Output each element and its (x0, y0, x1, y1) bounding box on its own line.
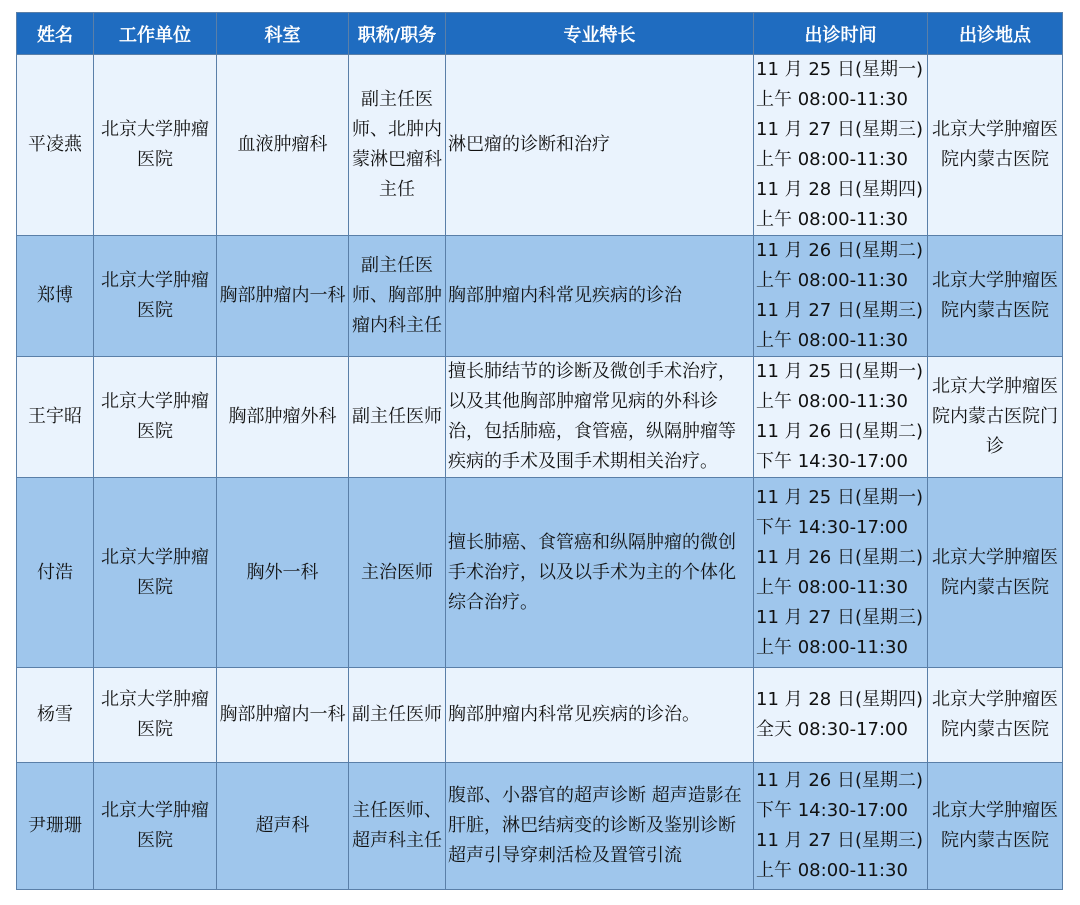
time-line: 上午 08:00-11:30 (756, 576, 908, 598)
clinic-time (754, 763, 928, 890)
clinic-place: 北京大学肿瘤医院内蒙古医院门诊 (928, 357, 1063, 478)
time-line: 上午 08:00-11:30 (756, 330, 908, 351)
department: 胸部肿瘤内一科 (217, 236, 349, 357)
doctor-name: 平凌燕 (17, 55, 94, 236)
clinic-place: 北京大学肿瘤医院内蒙古医院 (928, 236, 1063, 357)
time-line: 11 月 26 日(星期二) (756, 546, 924, 568)
header-specialty: 专业特长 (446, 13, 754, 55)
table-row (17, 236, 1063, 357)
department: 胸外一科 (217, 478, 349, 668)
time-line: 上午 08:00-11:30 (756, 89, 908, 110)
time-line: 11 月 25 日(星期一) (756, 59, 924, 80)
time-line: 11 月 28 日(星期四) (756, 689, 924, 710)
job-title: 主任医师、超声科主任 (349, 763, 446, 890)
clinic-time (754, 357, 928, 478)
time-line: 上午 08:00-11:30 (756, 636, 908, 658)
clinic-time (754, 55, 928, 236)
time-line: 11 月 27 日(星期三) (756, 606, 924, 628)
department: 胸部肿瘤内一科 (217, 668, 349, 763)
table-row (17, 478, 1063, 668)
header-title: 职称/职务 (349, 13, 446, 55)
doctor-name: 尹珊珊 (17, 763, 94, 890)
clinic-schedule-table (16, 12, 1063, 890)
clinic-place: 北京大学肿瘤医院内蒙古医院 (928, 55, 1063, 236)
time-line: 上午 08:00-11:30 (756, 149, 908, 170)
time-line: 11 月 25 日(星期一) (756, 361, 924, 382)
time-line: 上午 08:00-11:30 (756, 391, 908, 412)
clinic-place: 北京大学肿瘤医院内蒙古医院 (928, 668, 1063, 763)
clinic-place: 北京大学肿瘤医院内蒙古医院 (928, 763, 1063, 890)
header-unit: 工作单位 (94, 13, 217, 55)
time-line: 下午 14:30-17:00 (756, 800, 908, 821)
work-unit: 北京大学肿瘤医院 (94, 763, 217, 890)
job-title: 副主任医师、胸部肿瘤内科主任 (349, 236, 446, 357)
work-unit: 北京大学肿瘤医院 (94, 478, 217, 668)
table-row (17, 763, 1063, 890)
specialty: 腹部、小器官的超声诊断 超声造影在肝脏，淋巴结病变的诊断及鉴别诊断 超声引导穿刺活检及置管引流 (446, 763, 754, 890)
doctor-name: 杨雪 (17, 668, 94, 763)
specialty: 淋巴瘤的诊断和治疗 (446, 55, 754, 236)
clinic-place: 北京大学肿瘤医院内蒙古医院 (928, 478, 1063, 668)
time-line: 11 月 26 日(星期二) (756, 770, 924, 791)
table-row (17, 668, 1063, 763)
clinic-time (754, 236, 928, 357)
time-line: 11 月 26 日(星期二) (756, 240, 924, 261)
work-unit: 北京大学肿瘤医院 (94, 357, 217, 478)
header-place: 出诊地点 (928, 13, 1063, 55)
time-line: 下午 14:30-17:00 (756, 516, 908, 538)
time-line: 11 月 25 日(星期一) (756, 486, 924, 508)
specialty: 胸部肿瘤内科常见疾病的诊治 (446, 236, 754, 357)
time-line: 11 月 28 日(星期四) (756, 179, 924, 200)
work-unit: 北京大学肿瘤医院 (94, 236, 217, 357)
table-row (17, 357, 1063, 478)
doctor-name: 郑博 (17, 236, 94, 357)
time-line: 11 月 27 日(星期三) (756, 830, 924, 851)
specialty: 胸部肿瘤内科常见疾病的诊治。 (446, 668, 754, 763)
time-line: 上午 08:00-11:30 (756, 860, 908, 881)
work-unit: 北京大学肿瘤医院 (94, 55, 217, 236)
time-line: 上午 08:00-11:30 (756, 209, 908, 230)
specialty: 擅长肺癌、食管癌和纵隔肿瘤的微创手术治疗，以及以手术为主的个体化综合治疗。 (446, 478, 754, 668)
table-header-row (17, 13, 1063, 55)
header-time: 出诊时间 (754, 13, 928, 55)
header-name: 姓名 (17, 13, 94, 55)
specialty: 擅长肺结节的诊断及微创手术治疗，以及其他胸部肿瘤常见病的外科诊治，包括肺癌，食管癌，纵隔肿瘤等疾病的手术及围手术期相关治疗。 (446, 357, 754, 478)
doctor-name: 付浩 (17, 478, 94, 668)
job-title: 副主任医师 (349, 668, 446, 763)
doctor-name: 王宇昭 (17, 357, 94, 478)
job-title: 副主任医师 (349, 357, 446, 478)
time-line: 上午 08:00-11:30 (756, 270, 908, 291)
header-dept: 科室 (217, 13, 349, 55)
department: 超声科 (217, 763, 349, 890)
job-title: 副主任医师、北肿内蒙淋巴瘤科主任 (349, 55, 446, 236)
table-row (17, 55, 1063, 236)
department: 胸部肿瘤外科 (217, 357, 349, 478)
time-line: 11 月 27 日(星期三) (756, 119, 924, 140)
clinic-time (754, 668, 928, 763)
time-line: 11 月 26 日(星期二) (756, 421, 924, 442)
department: 血液肿瘤科 (217, 55, 349, 236)
time-line: 全天 08:30-17:00 (756, 719, 908, 740)
job-title: 主治医师 (349, 478, 446, 668)
clinic-time (754, 478, 928, 668)
time-line: 下午 14:30-17:00 (756, 451, 908, 472)
time-line: 11 月 27 日(星期三) (756, 300, 924, 321)
work-unit: 北京大学肿瘤医院 (94, 668, 217, 763)
